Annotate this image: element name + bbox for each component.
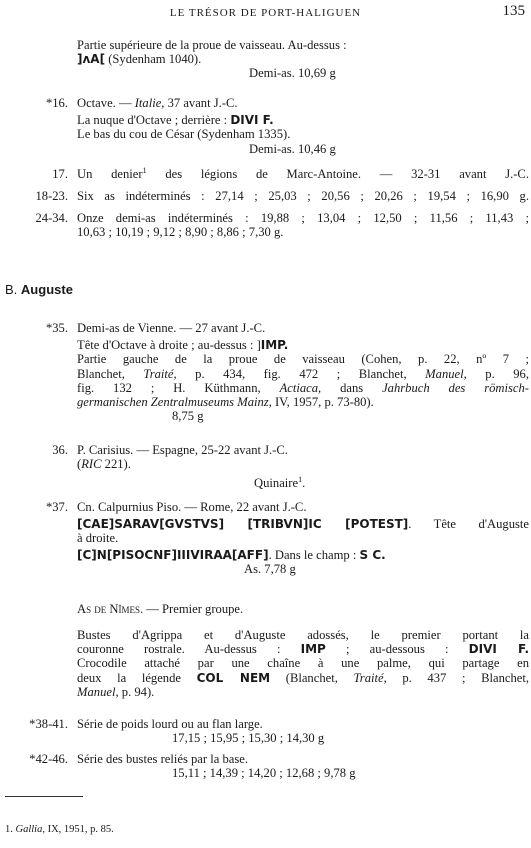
text-line: ]ʌA[ (Sydenham 1040). [77, 52, 202, 67]
section-heading: B. Auguste [5, 282, 73, 297]
entry-15-continued [77, 38, 529, 81]
footnote-rule [5, 796, 83, 797]
weight: 8,75 g [172, 409, 204, 424]
entry-number: 24-34. [35, 211, 68, 225]
entry-24-34: Onze demi-as indéterminés : 19,88 ; 13,04 ; 12,50 ; 11,56 ; 11,43 ; 10,63 ; 10,19 ; 9,12 ; 8,90 ; 8,86 ; 7,30 g. [77, 211, 529, 240]
entry-17: Un denier$^1$ des légions de Marc-Antoine. — 32-31 avant J.-C. [77, 165, 529, 181]
entry-number: *37. [45, 500, 68, 514]
entry-number: *16. [45, 96, 68, 110]
legend: DIVI F. [230, 113, 274, 128]
entry-42-46: Série des bustes reliés par la base. 15,11 ; 14,39 ; 14,20 ; 12,68 ; 9,78 g [77, 752, 529, 780]
entry-number: *42-46. [29, 752, 68, 766]
nimes-description: Bustes d'Agrippa et d'Auguste adossés, le premier portant la couronne rostrale. Au-dessus : IMP ; au-dessous : DIVI F. Crocodile attaché par une chaîne à une palme, qui partage en deux la légende COL NEM (Blanchet, Traité, p. 437 ; Blanchet, Manuel, p. 94). [77, 628, 529, 699]
legend: ]ʌA[ [77, 52, 106, 67]
legend: [CAE]SARAV[GVSTVS] [TRIBVN]IC [POTEST] [77, 517, 409, 532]
text-line: Partie supérieure de la proue de vaisseau. Au-dessus : [77, 38, 347, 52]
footnote: 1. Gallia, IX, 1951, p. 85. [5, 824, 114, 835]
nimes-heading: As de Nîmes. — Premier groupe. [77, 602, 244, 616]
entry-number: 17. [52, 167, 68, 181]
weights: 15,11 ; 14,39 ; 14,20 ; 12,68 ; 9,78 g [172, 766, 356, 781]
entry-number: *38-41. [29, 717, 68, 731]
weights: 17,15 ; 15,95 ; 15,30 ; 14,30 g [172, 731, 325, 746]
weight: As. 7,78 g [244, 561, 296, 576]
weight: Demi-as. 10,69 g [249, 66, 336, 81]
legend: [C]N[PISOCNF]IIIVIRAA[AFF] [77, 547, 269, 562]
entry-16: Octave. — Italie, 37 avant J.-C. La nuque d'Octave ; derrière : DIVI F. Le bas du cou de César (Sydenham 1335). Demi-as. 10,46 g [77, 96, 529, 156]
page-number: 135 [502, 3, 525, 19]
weight: Demi-as. 10,46 g [249, 141, 336, 156]
entry-37: Cn. Calpurnius Piso. — Rome, 22 avant J.-C. [CAE]SARAV[GVSTVS] [TRIBVN]IC [POTEST]. Tête d'Auguste à droite. [C]N[PISOCNF]IIIVIRAA[AFF]. Dans le champ : S C. As. 7,78 g [77, 500, 529, 576]
entry-18-23: Six as indéterminés : 27,14 ; 25,03 ; 20,56 ; 20,26 ; 19,54 ; 16,90 g. [77, 189, 529, 203]
legend: IMP. [260, 338, 289, 353]
entry-36: P. Carisius. — Espagne, 25-22 avant J.-C. (RIC 221). Quinaire$^1$. [77, 443, 306, 491]
running-title: LE TRÉSOR DE PORT-HALIGUEN [169, 7, 362, 19]
entry-38-41: Série de poids lourd ou au flan large. 17,15 ; 15,95 ; 15,30 ; 14,30 g [77, 717, 529, 745]
entry-35: Demi-as de Vienne. — 27 avant J.-C. Tête d'Octave à droite ; au-dessus : ]IMP. Partie gauche de la proue de vaisseau (Cohen, p. 22, nº 7 ; Blanchet, Traité, p. 434, fig. 472 ; Blanchet, Manuel, p. 96, fig. 132 ; H. Küthmann, Actiaca, dans Jahrbuch des römisch- germanischen Zentralmuseums Mainz, IV, 1957, p. 73-80). 8,75 g [77, 321, 530, 424]
entry-number: 18-23. [35, 189, 68, 203]
entry-number: 36. [52, 443, 68, 457]
entry-number: *35. [45, 321, 68, 335]
